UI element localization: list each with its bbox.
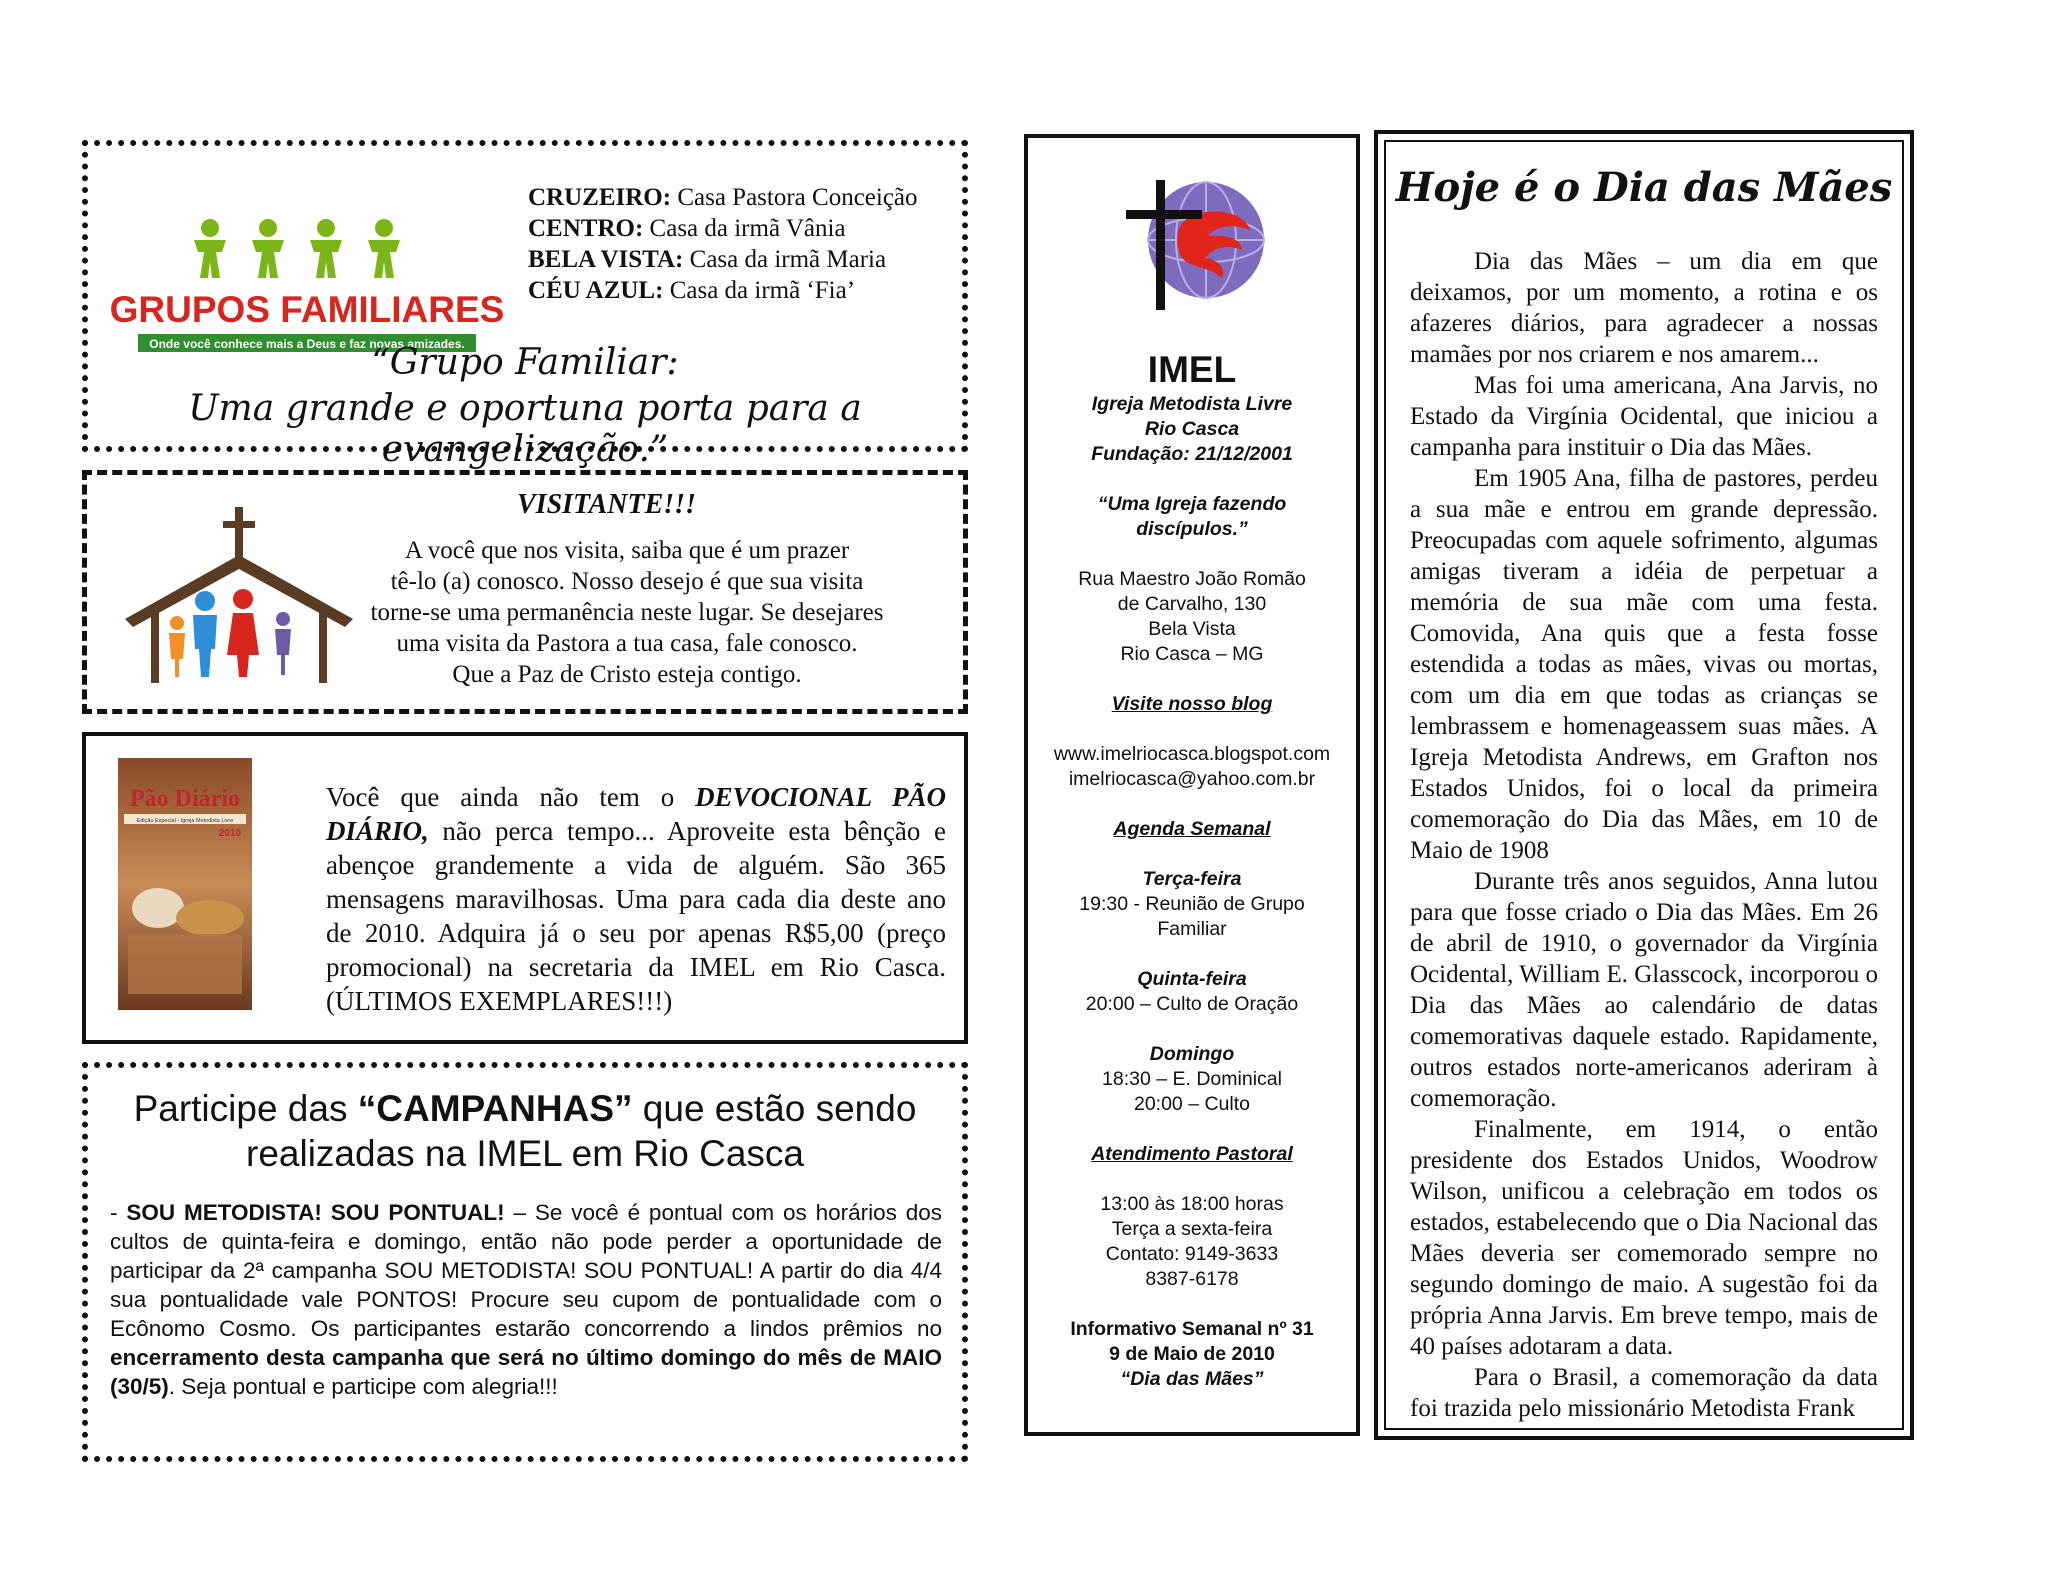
cover-subtitle: Edição Especial - Igreja Metodista Livre	[136, 818, 234, 824]
article-paragraph: Dia das Mães – um dia em que deixamos, por um momento, a rotina e os afazeres diários, para agradecer a nossas mamães por nos criarem e nos amarem...	[1410, 248, 1878, 368]
visitante-box	[82, 470, 968, 714]
agenda-heading: Agenda Semanal	[1113, 818, 1271, 840]
blog-url-link[interactable]: www.imelriocasca.blogspot.com	[1053, 743, 1331, 765]
campanhas-heading: Participe das “CAMPANHAS” que estão sendo realizadas na IMEL em Rio Casca	[133, 1088, 917, 1174]
logo-tagline: Onde você conhece mais a Deus e faz novas amizades.	[149, 337, 465, 351]
dia-das-maes-article	[1374, 130, 1914, 1440]
church-address-line: de Carvalho, 130	[1117, 593, 1267, 615]
agenda-item: 20:00 – Culto de Oração	[1085, 993, 1299, 1015]
church-address-line: Rua Maestro João Romão	[1078, 568, 1306, 590]
logo-title: GRUPOS FAMILIARES	[109, 289, 505, 330]
church-address-line: Rio Casca – MG	[1120, 643, 1264, 665]
article-paragraph: Finalmente, em 1914, o então presidente dos Estados Unidos, Woodrow Wilson, unificou a celebração em todos os estados, estabelecendo que o Dia Nacional das Mães deveria ser comemorado sempre no segundo domingo de maio. A sugestão foi da própria Anna Jarvis. Em breve tempo, mais de 40 países adotaram a data.	[1410, 1116, 1878, 1360]
imel-info-column	[1024, 134, 1360, 1436]
church-full-name: Igreja Metodista Livre	[1091, 393, 1293, 415]
article-paragraph: Mas foi uma americana, Ana Jarvis, no Estado da Virgínia Ocidental, que iniciou a campanha para instituir o Dia das Mães.	[1410, 372, 1878, 461]
church-founded: Fundação: 21/12/2001	[1091, 443, 1293, 465]
grupo-quote-line1: “Grupo Familiar:	[371, 342, 679, 383]
group-locations	[528, 182, 918, 306]
location-item: CENTRO: Casa da irmã Vânia	[528, 215, 846, 242]
pastoral-item: Contato: 9149-3633	[1105, 1243, 1279, 1265]
agenda-item: Familiar	[1157, 918, 1227, 940]
visitante-message: A você que nos visita, saiba que é um prazer tê-lo (a) conosco. Nosso desejo é que sua visita torne-se uma permanência neste lugar. Se desejares uma visita da Pastora a tua casa, fale conosco. Que a Paz de Cristo esteja contigo.	[370, 537, 884, 688]
agenda-day: Domingo	[1149, 1043, 1235, 1065]
agenda-item: 20:00 – Culto	[1133, 1093, 1250, 1115]
article-body	[1410, 246, 1878, 1424]
campanhas-body: - SOU METODISTA! SOU PONTUAL! – Se você é pontual com os horários dos cultos de quinta-feira e domingo, então não pode perder a oportunidade de participar da 2ª campanha SOU METODISTA! SOU PONTUAL! A partir do dia 4/4 sua pontualidade vale PONTOS! Procure seu cupom de pontualidade com o Ecônomo Cosmo. Os participantes estarão concorrendo a lindos prêmios no encerramento desta campanha que será no último domingo do mês de MAIO (30/5). Seja pontual e participe com alegria!!!	[110, 1200, 943, 1399]
article-paragraph: Em 1905 Ana, filha de pastores, perdeu a sua mãe e entrou em grande depressão. Preocupadas com aquele sofrimento, algumas amigas tiveram a idéia de perpetuar a memória de sua mãe com uma festa. Comovida, Ana quis que a festa fosse estendida a todas as mães, vivas ou mortas, com um dia em que todas as crianças se lembrassem e homenageassem suas mães. A Igreja Metodista Andrews, em Grafton nos Estados Unidos, foi o local da primeira comemoração do Dia das Mães, em 10 de Maio de 1908	[1410, 465, 1878, 864]
grupo-quote-line2: Uma grande e oportuna porta para a evangelização.”	[188, 388, 862, 470]
pao-diario-text: Você que ainda não tem o DEVOCIONAL PÃO DIÁRIO, não perca tempo... Aproveite esta bênção e abençoe grandemente a vida de alguém. São 365 mensagens maravilhosas. Uma para cada dia deste ano de 2010. Adquira já o seu por apenas R$5,00 (preço promocional) na secretaria da IMEL em Rio Casca. (ÚLTIMOS EXEMPLARES!!!)	[326, 782, 946, 1016]
pastoral-item: 13:00 às 18:00 horas	[1100, 1193, 1284, 1215]
article-inner-frame	[1384, 140, 1904, 1430]
church-family-icon	[125, 507, 355, 687]
agenda-day: Terça-feira	[1142, 868, 1242, 890]
church-motto: “Uma Igreja fazendo discípulos.”	[1097, 493, 1287, 540]
methodist-cross-flame-emblem	[1118, 174, 1274, 314]
pastoral-item: 8387-6178	[1145, 1268, 1239, 1290]
pastoral-item: Terça a sexta-feira	[1111, 1218, 1273, 1240]
church-name: IMEL	[1147, 349, 1237, 390]
church-city: Rio Casca	[1144, 418, 1240, 440]
email-link[interactable]: imelriocasca@yahoo.com.br	[1068, 768, 1316, 790]
pao-diario-box	[82, 732, 968, 1044]
church-address-line: Bela Vista	[1148, 618, 1236, 640]
agenda-day: Quinta-feira	[1137, 968, 1247, 990]
campanhas-box	[82, 1062, 968, 1462]
bulletin-number: Informativo Semanal nº 31	[1070, 1318, 1314, 1340]
visitante-title: VISITANTE!!!	[517, 489, 696, 520]
article-paragraph: Durante três anos seguidos, Anna lutou para que fosse criado o Dia das Mães. Em 26 de abril de 1910, o governador da Virgínia Ocidental, William E. Glasscock, incorporou o Dia das Mães ao calendário de datas comemorativas daquele estado. Rapidamente, outros estados norte-americanos aderiram à comemoração.	[1410, 868, 1878, 1112]
cover-year: 2010	[218, 828, 242, 839]
location-item: CÉU AZUL: Casa da irmã ‘Fia’	[528, 277, 856, 304]
blog-heading: Visite nosso blog	[1111, 693, 1273, 715]
grupos-familiares-box	[82, 140, 968, 470]
article-title: Hoje é o Dia das Mães	[1395, 164, 1893, 211]
agenda-item: 19:30 - Reunião de Grupo	[1079, 893, 1305, 915]
pao-diario-cover-image	[118, 758, 252, 1010]
article-paragraph: Para o Brasil, a comemoração da data foi trazida pelo missionário Metodista Frank	[1410, 1364, 1878, 1422]
pastoral-heading: Atendimento Pastoral	[1091, 1143, 1293, 1165]
location-item: BELA VISTA: Casa da irmã Maria	[528, 246, 887, 273]
agenda-item: 18:30 – E. Dominical	[1102, 1068, 1282, 1090]
cover-title: Pão Diário	[130, 786, 240, 812]
location-item: CRUZEIRO: Casa Pastora Conceição	[528, 184, 918, 211]
bulletin-date: 9 de Maio de 2010	[1109, 1343, 1275, 1365]
imel-info-content	[1028, 348, 1356, 1392]
bulletin-theme: “Dia das Mães”	[1120, 1368, 1264, 1390]
